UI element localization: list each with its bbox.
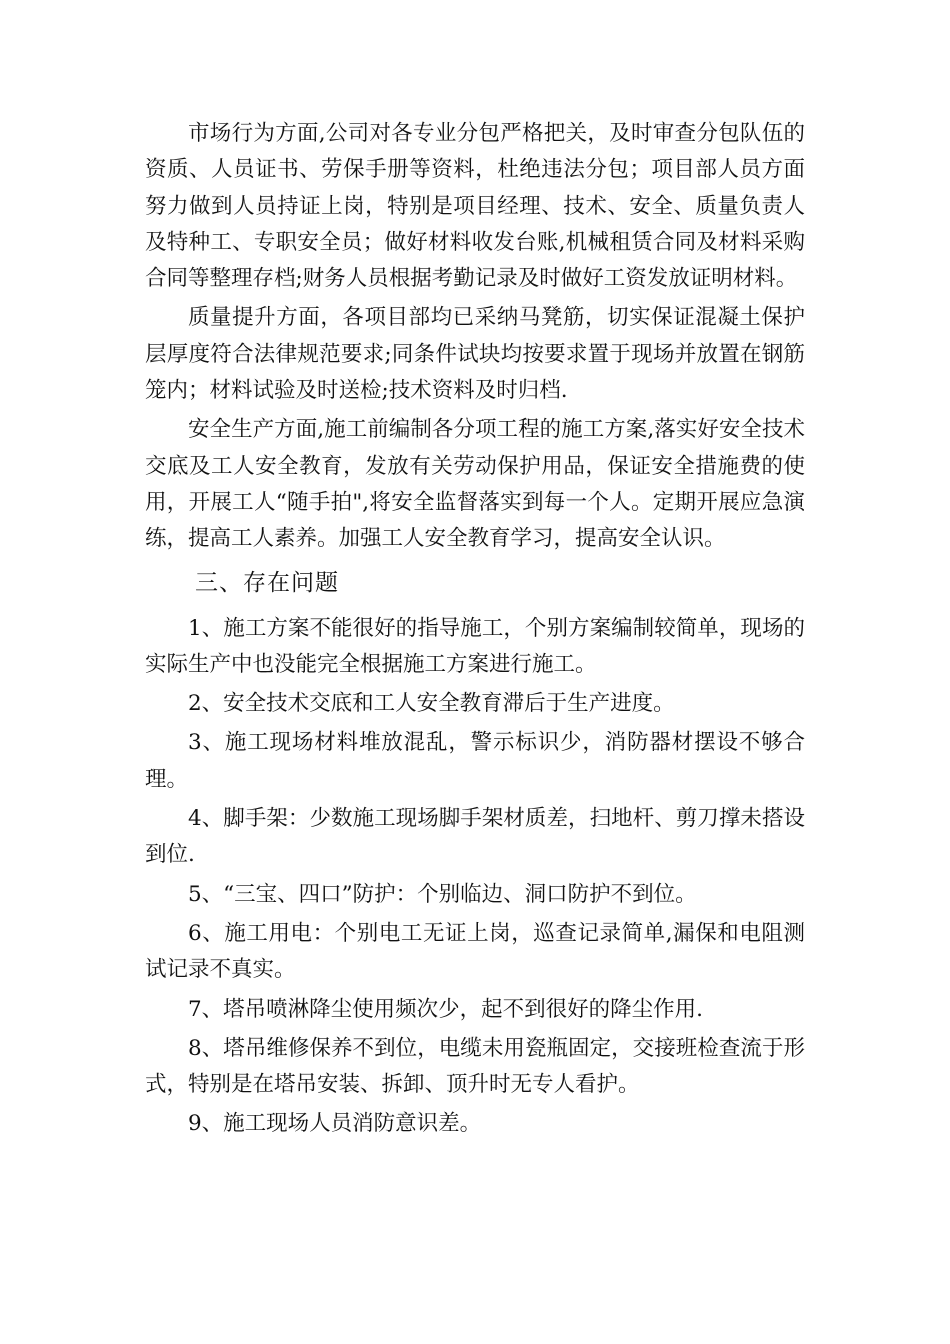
paragraph-market-conduct: 市场行为方面,公司对各专业分包严格把关，及时审查分包队伍的资质、人员证书、劳保手册等资料，杜绝违法分包；项目部人员方面努力做到人员持证上岗，特别是项目经理、技术、安全、质量负责人及特种工、专职安全员；做好材料收发台账,机械租赁合同及材料采购合同等整理存档;财务人员根据考勤记录及时做好工资发放证明材料。 xyxy=(145,121,805,292)
issue-item-6: 6、施工用电：个别电工无证上岗，巡查记录简单,漏保和电阻测试记录不真实。 xyxy=(145,920,805,983)
issue-item-5: 5、“三宝、四口”防护：个别临边、洞口防护不到位。 xyxy=(188,881,697,907)
issue-item-7: 7、塔吊喷淋降尘使用频次少，起不到很好的降尘作用. xyxy=(188,996,704,1022)
issue-item-2: 2、安全技术交底和工人安全教育滞后于生产进度。 xyxy=(188,691,675,717)
document-page xyxy=(145,116,805,1146)
issue-item-8: 8、塔吊维修保养不到位，电缆未用瓷瓶固定，交接班检查流于形式，特别是在塔吊安装、拆卸、顶升时无专人看护。 xyxy=(145,1035,805,1098)
issue-item-9: 9、施工现场人员消防意识差。 xyxy=(188,1111,482,1137)
paragraph-quality-improvement: 质量提升方面，各项目部均已采纳马凳筋，切实保证混凝土保护层厚度符合法律规范要求;同条件试块均按要求置于现场并放置在钢筋笼内；材料试验及时送检;技术资料及时归档. xyxy=(145,305,805,404)
paragraph-safety-production: 安全生产方面,施工前编制各分项工程的施工方案,落实好安全技术交底及工人安全教育，发放有关劳动保护用品，保证安全措施费的使用，开展工人“随手拍",将安全监督落实到每一个人。定期开展应急演练，提高工人素养。加强工人安全教育学习，提高安全认识。 xyxy=(145,417,805,552)
section-heading: 三、存在问题 xyxy=(195,569,339,596)
issue-item-4: 4、脚手架：少数施工现场脚手架材质差，扫地杆、剪刀撑未搭设到位. xyxy=(145,806,805,868)
issue-item-1: 1、施工方案不能很好的指导施工，个别方案编制较简单，现场的实际生产中也没能完全根据施工方案进行施工。 xyxy=(145,615,805,677)
issue-item-3: 3、施工现场材料堆放混乱，警示标识少，消防器材摆设不够合理。 xyxy=(145,730,805,792)
